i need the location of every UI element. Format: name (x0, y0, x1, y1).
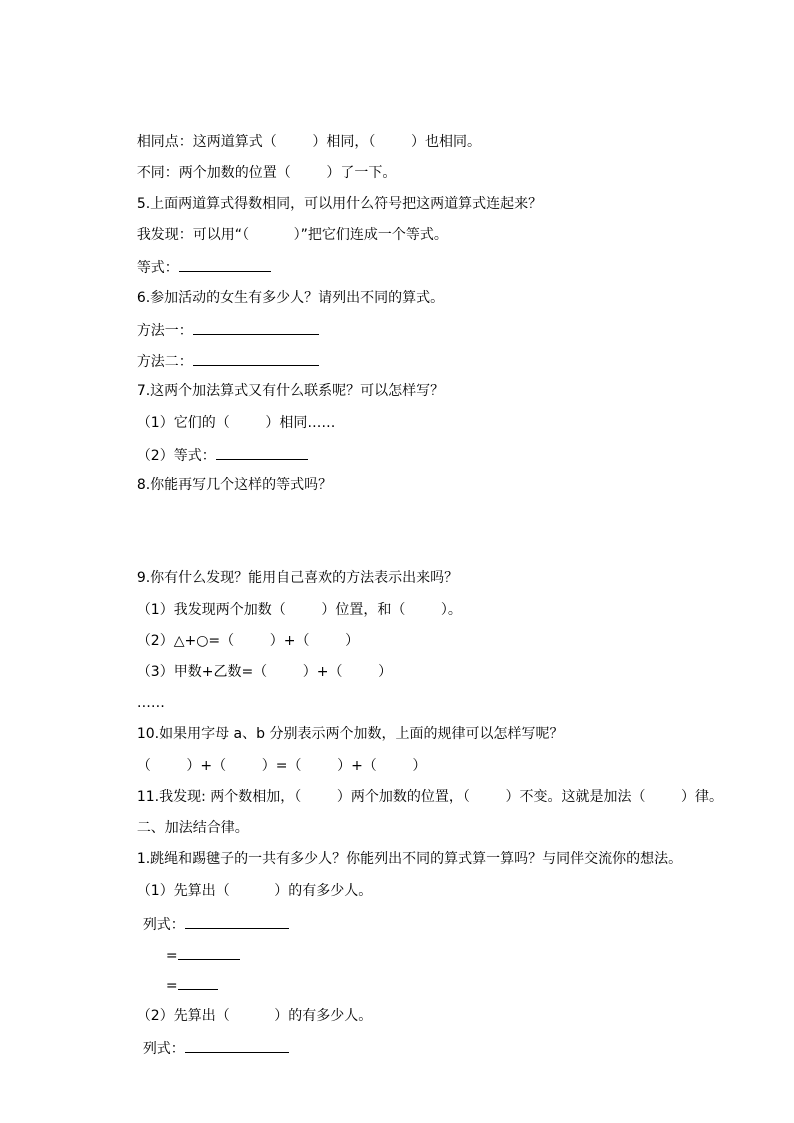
q9-part-2: （2）△+○=（ ）+（ ） (136, 633, 360, 649)
answer-blank[interactable] (185, 915, 289, 929)
formula-line-1: 列式： (125, 897, 289, 915)
answer-blank[interactable] (185, 1039, 289, 1053)
answer-blank[interactable] (178, 976, 218, 990)
equation-line-1: 等式： (119, 240, 271, 258)
q9-part-1: （1）我发现两个加数（ ）位置，和（ ）。 (136, 602, 462, 618)
equals-line-2: = (148, 958, 218, 976)
question-11: 11.我发现: 两个数相加，（ ）两个加数的位置，（ ）不变。这就是加法（ ）律。 (136, 789, 724, 805)
text-line-discovery-symbol: 我发现：可以用“（ ）”把它们连成一个等式。 (136, 227, 448, 243)
text-line-similarity: 相同点：这两道算式（ ）相同，（ ）也相同。 (136, 134, 482, 150)
section-heading-associative-law: 二、加法结合律。 (136, 820, 249, 836)
question-8: 8.你能再写几个这样的等式吗？ (136, 477, 333, 493)
q7-part-2: （2）等式： (119, 428, 308, 446)
question-6: 6.参加活动的女生有多少人？请列出不同的算式。 (136, 290, 445, 306)
question-9: 9.你有什么发现？能用自己喜欢的方法表示出来吗？ (136, 570, 459, 586)
formula-line-2: 列式： (125, 1021, 289, 1039)
q9-part-3: （3）甲数+乙数=（ ）+（ ） (136, 664, 393, 680)
answer-blank[interactable] (179, 258, 271, 272)
method-two-line: 方法二： (119, 334, 319, 352)
question-10: 10.如果用字母 a、b 分别表示两个加数，上面的规律可以怎样写呢？ (136, 726, 564, 742)
s2-q1-part-2: （2）先算出（ ）的有多少人。 (136, 1008, 373, 1024)
ellipsis-line: …… (136, 695, 165, 711)
q7-part-1: （1）它们的（ ）相同…… (136, 415, 336, 431)
q10-answer-line: （ ）+（ ）=（ ）+（ ） (136, 758, 427, 774)
answer-blank[interactable] (193, 321, 319, 335)
s2-q1-part-1: （1）先算出（ ）的有多少人。 (136, 883, 373, 899)
section-2-question-1: 1.跳绳和踢毽子的一共有多少人？你能列出不同的算式算一算吗？与同伴交流你的想法。 (136, 851, 683, 867)
method-one-line: 方法一： (119, 303, 319, 321)
text-line-difference: 不同：两个加数的位置（ ）了一下。 (136, 165, 397, 181)
equals-line-1: = (148, 928, 240, 946)
question-7: 7.这两个加法算式又有什么联系呢？可以怎样写？ (136, 383, 445, 399)
question-5: 5.上面两道算式得数相同，可以用什么符号把这两道算式连起来？ (136, 196, 543, 212)
